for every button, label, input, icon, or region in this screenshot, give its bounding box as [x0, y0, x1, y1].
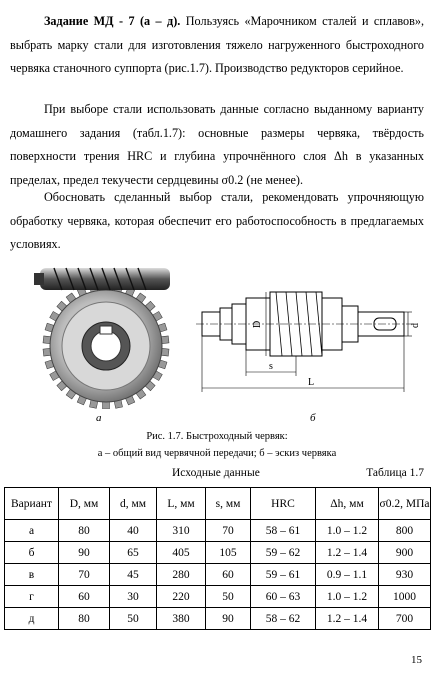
table-cell: 90	[59, 542, 110, 564]
header-cell: L, мм	[157, 488, 206, 520]
paragraph-2	[10, 98, 424, 192]
table-cell: 1.2 – 1.4	[316, 542, 379, 564]
table-cell: а	[5, 520, 59, 542]
paragraph-2-text: При выборе стали использовать данные согласно выданному варианту домашнего задания (табл.1.7): основные размеры червяка, твёрдость поверхности трения HRC и глубина упрочнённого слоя Δh в указанных пределах, предел текучести сердцевины σ0.2 (не менее).	[10, 102, 424, 187]
table-cell: в	[5, 564, 59, 586]
table-cell: 60 – 63	[251, 586, 316, 608]
table-cell: 220	[157, 586, 206, 608]
figure-caption: Рис. 1.7. Быстроходный червяк:	[146, 431, 288, 442]
table-header-row	[5, 488, 431, 520]
table-cell: 58 – 61	[251, 520, 316, 542]
table-cell: 30	[110, 586, 157, 608]
table-cell: 310	[157, 520, 206, 542]
task-title: Задание МД - 7 (а – д).	[44, 14, 181, 28]
table-cell: 70	[206, 520, 251, 542]
table-cell: 65	[110, 542, 157, 564]
table-title: Исходные данные	[172, 467, 260, 479]
page-number: 15	[411, 654, 422, 666]
dim-D-label: D	[252, 320, 263, 328]
table-cell: 0.9 – 1.1	[316, 564, 379, 586]
paragraph-3-text: Обосновать сделанный выбор стали, рекомендовать упрочняющую обработку червяка, которая обеспечит его работоспособность в предлагаемых условиях.	[10, 190, 424, 251]
table-cell: 59 – 61	[251, 564, 316, 586]
header-cell: d, мм	[110, 488, 157, 520]
task-paragraph	[10, 10, 424, 81]
paragraph-3	[10, 186, 424, 257]
table-cell: 280	[157, 564, 206, 586]
table-cell: 58 – 62	[251, 608, 316, 630]
table-cell: 70	[59, 564, 110, 586]
table-number: Таблица 1.7	[366, 467, 424, 479]
task-text: Пользуясь «Марочником сталей и сплавов», выбрать марку стали для изготовления тяжело нагруженного быстроходного червяка станочного суппорта (рис.1.7). Производство редукторов серийное.	[10, 14, 425, 75]
table-cell: 1.0 – 1.2	[316, 586, 379, 608]
table-cell: 105	[206, 542, 251, 564]
worm-gear-illustration	[34, 264, 184, 409]
data-table	[4, 487, 431, 630]
table-cell: 50	[206, 586, 251, 608]
dim-L-label: L	[308, 377, 315, 388]
table-cell: 80	[59, 520, 110, 542]
worm-sketch	[196, 274, 426, 404]
dim-d-label: d	[410, 323, 421, 328]
table-cell: 1.0 – 1.2	[316, 520, 379, 542]
table-cell: 60	[206, 564, 251, 586]
header-cell: σ0.2, МПа	[379, 488, 431, 520]
table-cell: 50	[110, 608, 157, 630]
table-cell: 800	[379, 520, 431, 542]
figure-1-7	[0, 264, 434, 424]
table-row	[5, 608, 431, 630]
table-cell: 45	[110, 564, 157, 586]
table-cell: 380	[157, 608, 206, 630]
table-cell: 40	[110, 520, 157, 542]
dim-s-label: s	[269, 361, 273, 372]
table-cell: 59 – 62	[251, 542, 316, 564]
table-cell: 1.2 – 1.4	[316, 608, 379, 630]
table-row	[5, 520, 431, 542]
header-cell: D, мм	[59, 488, 110, 520]
table-cell: 405	[157, 542, 206, 564]
figure-caption-subtitle: а – общий вид червячной передачи; б – эскиз червяка	[97, 448, 337, 459]
figure-label-a: а	[96, 412, 102, 424]
table-cell: д	[5, 608, 59, 630]
table-cell: 90	[206, 608, 251, 630]
table-cell: 1000	[379, 586, 431, 608]
header-cell: HRC	[251, 488, 316, 520]
table-row	[5, 542, 431, 564]
header-cell: Δh, мм	[316, 488, 379, 520]
figure-label-b: б	[310, 412, 316, 424]
table-cell: г	[5, 586, 59, 608]
table-cell: 930	[379, 564, 431, 586]
header-cell: s, мм	[206, 488, 251, 520]
table-row	[5, 564, 431, 586]
table-row	[5, 586, 431, 608]
table-cell: б	[5, 542, 59, 564]
header-cell: Вариант	[5, 488, 59, 520]
table-cell: 700	[379, 608, 431, 630]
table-cell: 900	[379, 542, 431, 564]
table-cell: 60	[59, 586, 110, 608]
table-cell: 80	[59, 608, 110, 630]
